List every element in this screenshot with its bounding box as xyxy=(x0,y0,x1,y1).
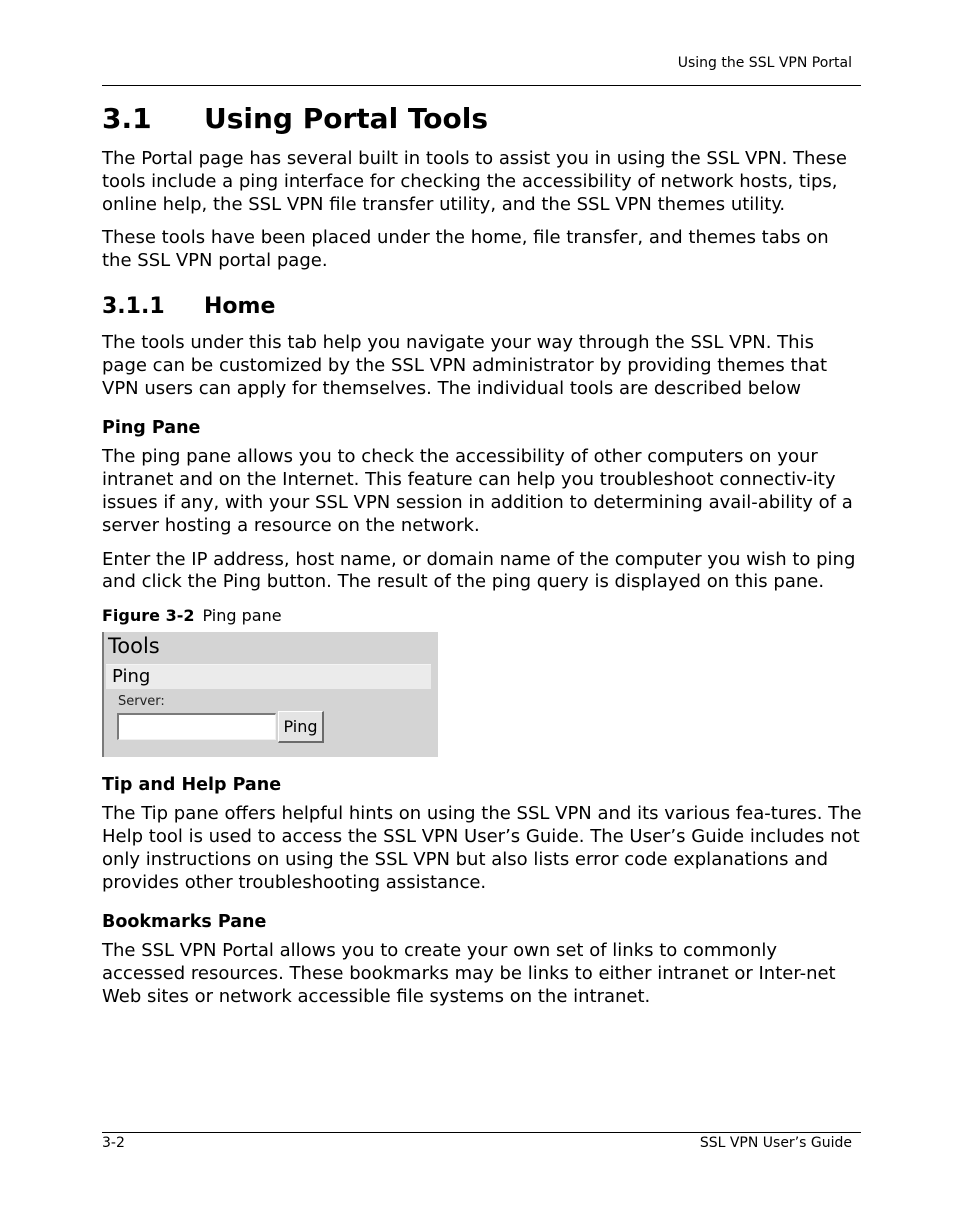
tip-help-pane-heading: Tip and Help Pane xyxy=(102,775,282,796)
page-content xyxy=(102,101,862,1009)
ping-section-label: Ping xyxy=(112,666,151,688)
guide-title: SSL VPN User’s Guide xyxy=(699,1135,852,1151)
subsection-heading xyxy=(102,293,862,321)
intro-paragraph-2: These tools have been placed under the home, file transfer, and themes tabs on the SSL VPN portal page. xyxy=(102,227,829,272)
ping-section-bar xyxy=(106,664,431,689)
ping-paragraph-2: Enter the IP address, host name, or domain name of the computer you wish to ping and click the Ping button. The result of the ping query is displayed on this pane. xyxy=(102,548,856,593)
section-title: Using Portal Tools xyxy=(204,102,489,135)
running-header: Using the SSL VPN Portal xyxy=(677,55,852,71)
section-heading xyxy=(102,101,862,137)
bookmarks-paragraph: The SSL VPN Portal allows you to create your own set of links to commonly accessed resources. These bookmarks may be links to either intranet or Inter-net Web sites or network accessible file systems on the intranet. xyxy=(102,940,836,1007)
tools-pane xyxy=(102,632,438,757)
server-label: Server: xyxy=(118,694,165,710)
server-input[interactable] xyxy=(117,713,276,740)
ping-pane-heading: Ping Pane xyxy=(102,418,201,439)
ping-button[interactable]: Ping xyxy=(278,711,324,743)
footer-rule xyxy=(102,1132,861,1133)
subsection-number: 3.1.1 xyxy=(102,293,165,319)
bookmarks-pane-heading: Bookmarks Pane xyxy=(102,912,267,933)
home-paragraph: The tools under this tab help you navigate your way through the SSL VPN. This page can be customized by the SSL VPN administrator by providing themes that VPN users can apply for themselves. The individual tools are described below xyxy=(102,331,828,399)
figure-title: Ping pane xyxy=(202,606,282,626)
tools-title: Tools xyxy=(108,634,160,659)
page-number: 3-2 xyxy=(102,1135,125,1151)
intro-paragraph-1: The Portal page has several built in tools to assist you in using the SSL VPN. These tools include a ping interface for checking the accessibility of network hosts, tips, online help, the SSL VPN file transfer utility, and the SSL VPN themes utility. xyxy=(102,148,847,215)
ping-paragraph-1: The ping pane allows you to check the accessibility of other computers on your intranet and on the Internet. This feature can help you troubleshoot connectiv-ity issues if any, with your SSL VPN session in addition to determining avail-ability of a server hosting a resource on the network. xyxy=(102,446,853,536)
header-rule xyxy=(102,85,861,86)
tip-help-paragraph: The Tip pane offers helpful hints on using the SSL VPN and its various fea-tures. The Help tool is used to access the SSL VPN User’s Guide. The User’s Guide includes not only instructions on using the SSL VPN but also lists error code explanations and provides other troubleshooting assistance. xyxy=(102,803,862,893)
figure-label: Figure 3-2 xyxy=(102,606,195,626)
section-number: 3.1 xyxy=(102,102,152,135)
subsection-title: Home xyxy=(204,293,276,319)
figure-caption xyxy=(102,606,862,626)
